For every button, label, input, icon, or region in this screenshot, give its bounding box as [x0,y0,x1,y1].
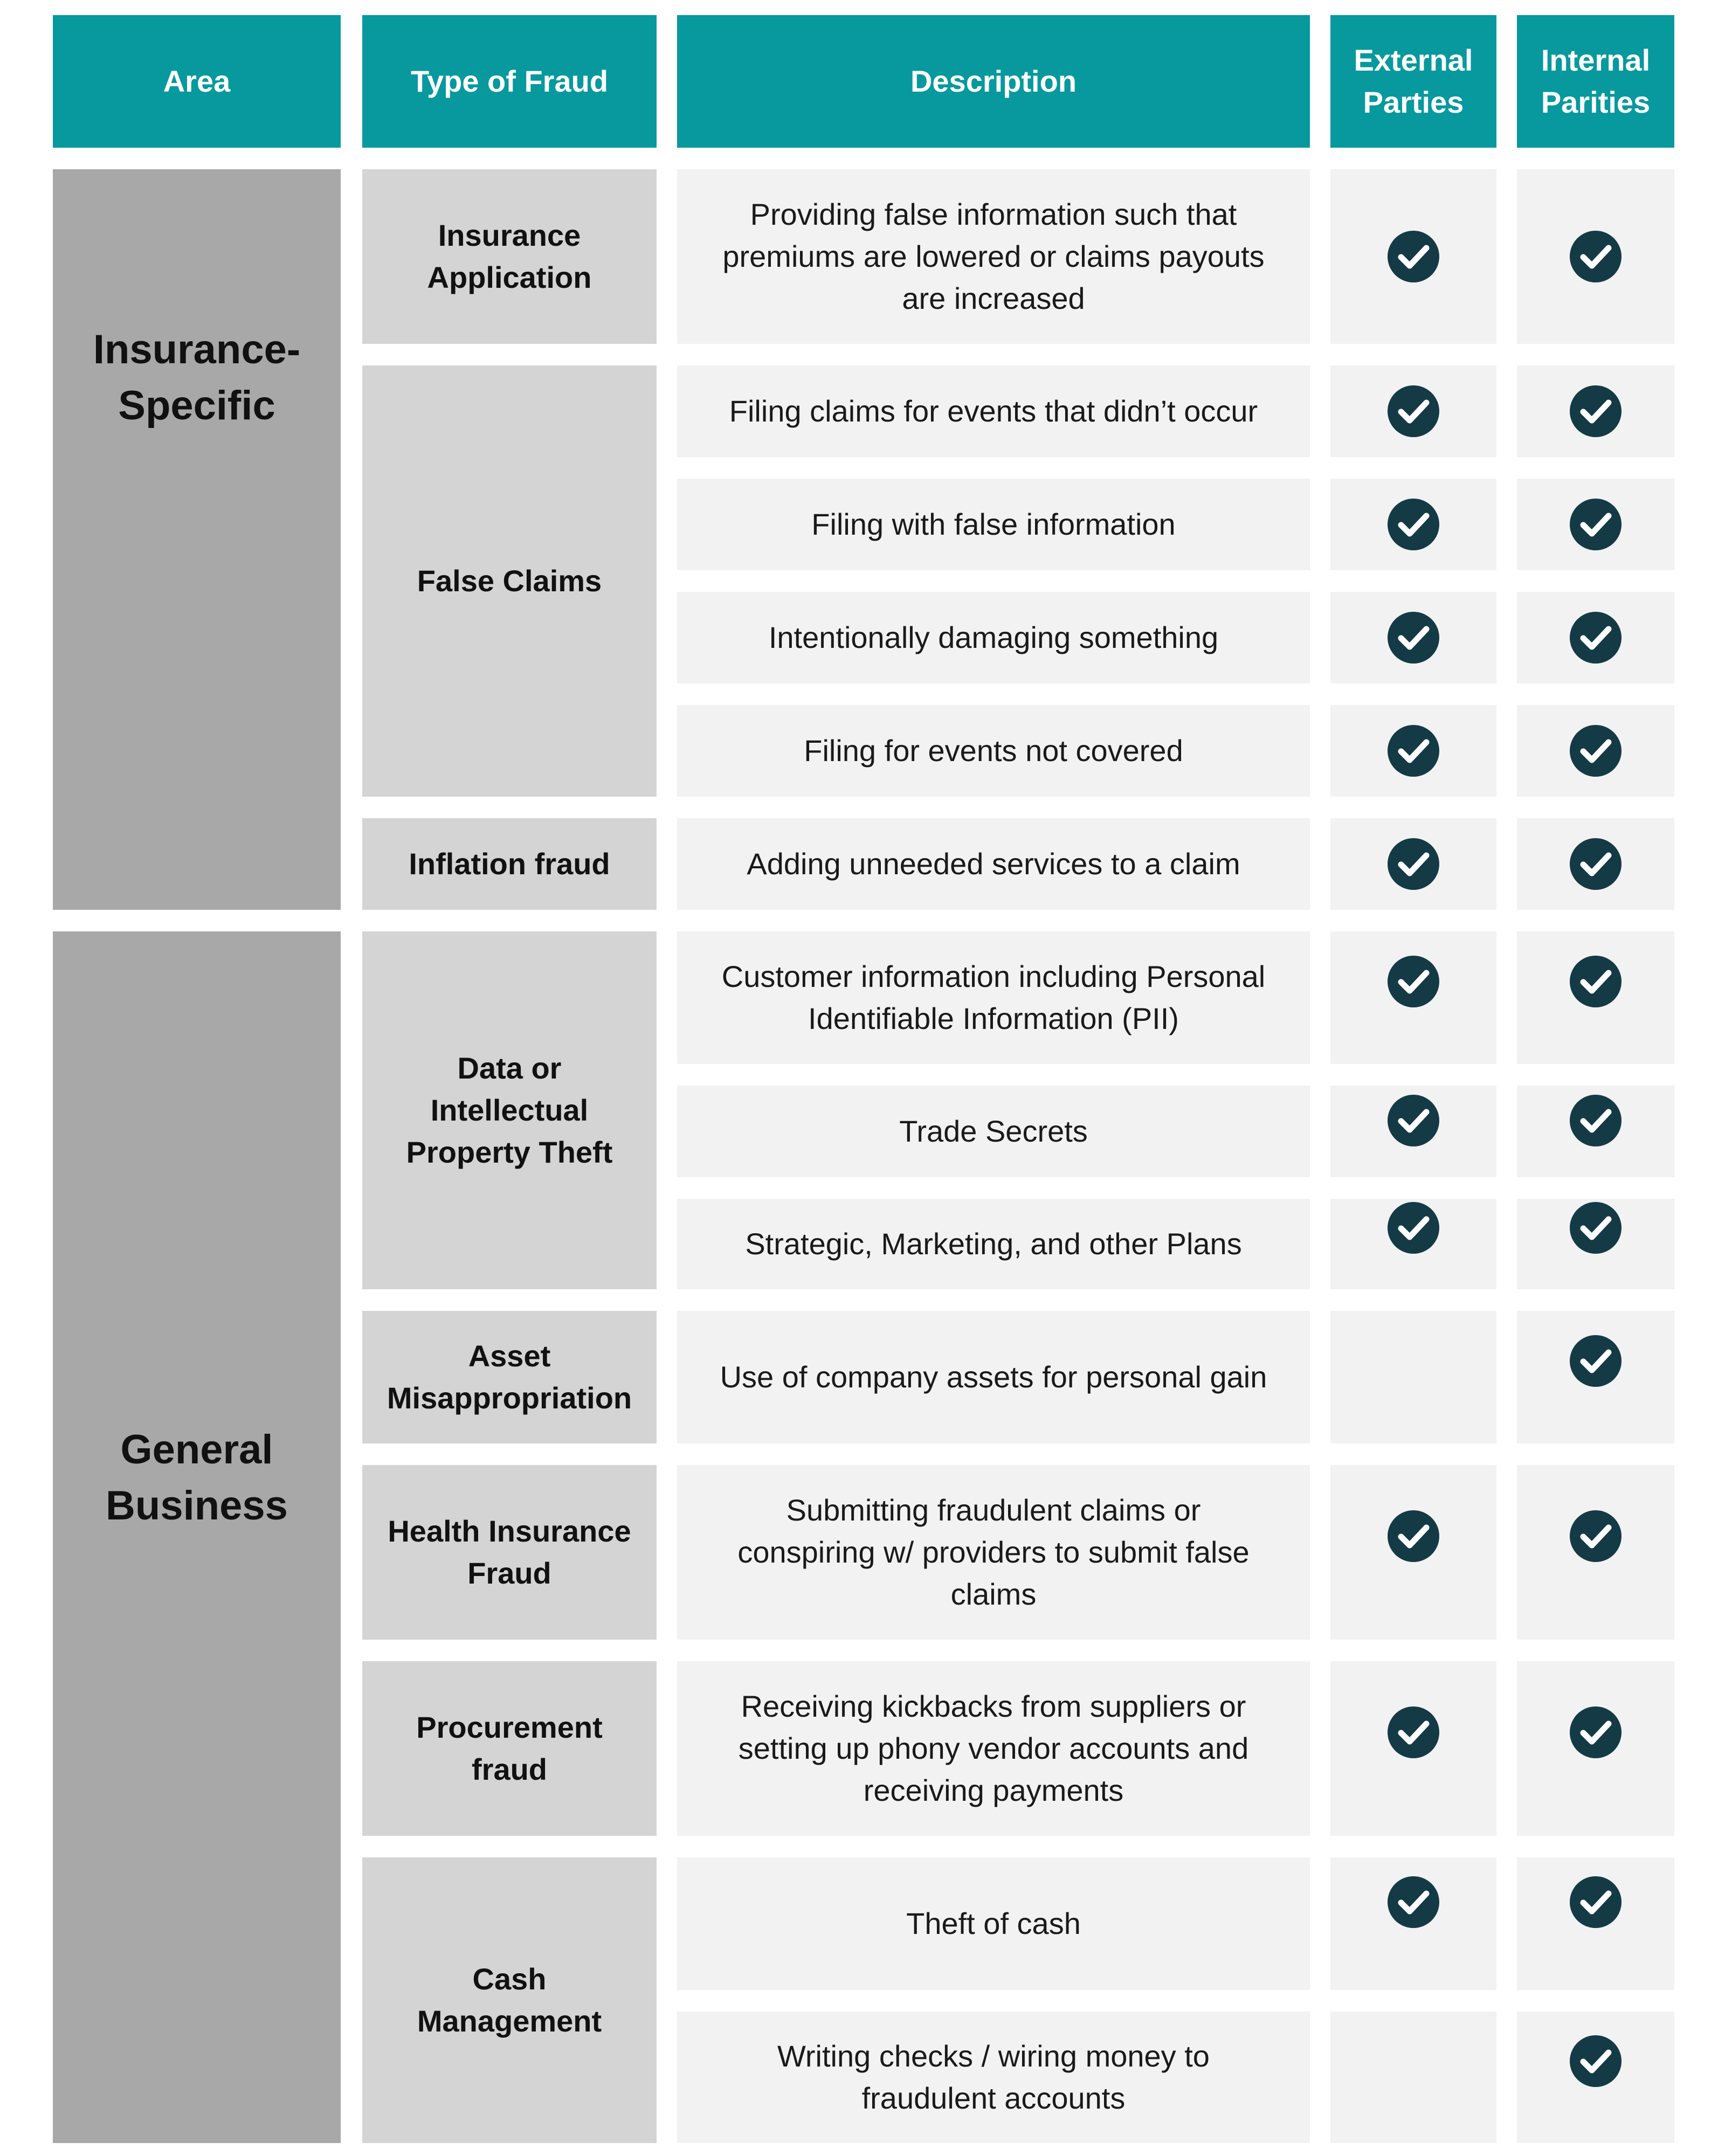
description-text: Theft of cash [906,1906,1081,1940]
header-description [677,15,1310,148]
description-cell [677,705,1310,797]
check-icon [1569,1705,1623,1759]
description-cell [677,1465,1310,1640]
type-label: Health Insurance Fraud [388,1514,631,1590]
external-cell [1330,931,1496,1064]
external-cell [1330,1311,1496,1443]
internal-cell [1517,1857,1674,1990]
external-cell [1330,818,1496,910]
external-cell [1330,479,1496,570]
internal-cell [1517,705,1674,797]
type-label: Procurement fraud [416,1710,603,1786]
header-type-of-fraud [362,15,657,148]
check-icon [1386,837,1440,891]
check-icon [1386,1509,1440,1563]
internal-cell [1517,479,1674,570]
header-internal-parities [1517,15,1674,148]
external-cell [1330,2012,1496,2143]
internal-cell [1517,365,1674,457]
description-text: Adding unneeded services to a claim [747,847,1240,881]
external-cell [1330,1086,1496,1177]
description-cell [677,592,1310,683]
type-label: False Claims [417,564,602,598]
area-label: Insurance- Specific [93,327,301,429]
internal-cell [1517,931,1674,1064]
external-cell [1330,1465,1496,1640]
type-cell [362,1311,657,1443]
area-label: General Business [106,1427,288,1529]
description-text: Receiving kickbacks from suppliers or setting up phony vendor accounts and receiving payments [738,1689,1249,1807]
check-icon [1386,1094,1440,1148]
type-label: Asset Misappropriation [387,1339,632,1415]
type-label: Cash Management [417,1962,602,2038]
description-cell [677,1661,1310,1836]
internal-cell [1517,169,1674,344]
internal-cell [1517,1465,1674,1640]
description-text: Submitting fraudulent claims or conspiring w/ providers to submit false claims [737,1493,1250,1611]
check-icon [1569,1201,1623,1255]
description-text: Filing for events not covered [804,734,1183,768]
description-cell [677,931,1310,1064]
check-icon [1386,955,1440,1008]
check-icon [1569,1875,1623,1929]
description-text: Strategic, Marketing, and other Plans [745,1227,1242,1261]
internal-cell [1517,1199,1674,1289]
header-description-label: Description [910,64,1077,98]
internal-cell [1517,592,1674,683]
header-area-label: Area [163,64,231,98]
type-cell [362,818,657,910]
header-external-parties [1330,15,1496,148]
description-cell [677,818,1310,910]
header-type-label: Type of Fraud [410,64,609,98]
type-cell [362,931,657,1289]
check-icon [1569,611,1623,665]
check-icon [1386,230,1440,284]
description-cell [677,2012,1310,2143]
internal-cell [1517,1311,1674,1443]
description-text: Filing claims for events that didn’t occur [729,394,1258,428]
external-cell [1330,592,1496,683]
check-icon [1386,724,1440,778]
description-text: Customer information including Personal Identifiable Information (PII) [721,959,1266,1035]
description-cell [677,479,1310,570]
type-label: Insurance Application [427,218,592,294]
description-text: Writing checks / wiring money to fraudulent accounts [777,2039,1210,2115]
description-cell [677,1857,1310,1990]
check-icon [1386,384,1440,438]
type-label: Inflation fraud [409,847,610,881]
check-icon [1569,1509,1623,1563]
internal-cell [1517,1086,1674,1177]
check-icon [1569,837,1623,891]
check-icon [1569,1094,1623,1148]
header-area [53,15,341,148]
type-cell [362,169,657,344]
internal-cell [1517,818,1674,910]
description-cell [677,1199,1310,1289]
type-cell [362,1661,657,1836]
internal-cell [1517,1661,1674,1836]
type-cell [362,1857,657,2143]
check-icon [1386,497,1440,551]
check-icon [1386,1705,1440,1759]
description-text: Filing with false information [811,507,1176,541]
external-cell [1330,1857,1496,1990]
description-cell [677,1086,1310,1177]
external-cell [1330,1199,1496,1289]
description-text: Trade Secrets [899,1114,1088,1148]
check-icon [1569,230,1623,284]
check-icon [1569,955,1623,1008]
check-icon [1386,1875,1440,1929]
internal-cell [1517,2012,1674,2143]
type-label: Data or Intellectual Property Theft [406,1051,613,1169]
description-cell [677,1311,1310,1443]
description-text: Use of company assets for personal gain [720,1360,1267,1394]
area-insurance-specific [53,169,341,910]
check-icon [1569,497,1623,551]
type-cell [362,365,657,797]
description-cell [677,365,1310,457]
area-general-business [53,931,341,2143]
check-icon [1569,2034,1623,2088]
external-cell [1330,1661,1496,1836]
description-text: Providing false information such that premiums are lowered or claims payouts are increased [722,197,1265,315]
external-cell [1330,705,1496,797]
external-cell [1330,169,1496,344]
check-icon [1386,611,1440,665]
description-cell [677,169,1310,344]
header-internal-label: Internal Parities [1541,43,1651,119]
header-external-label: External Parties [1354,43,1473,119]
check-icon [1386,1201,1440,1255]
external-cell [1330,365,1496,457]
check-icon [1569,384,1623,438]
check-icon [1569,1334,1623,1388]
check-icon [1569,724,1623,778]
type-cell [362,1465,657,1640]
description-text: Intentionally damaging something [768,620,1219,654]
